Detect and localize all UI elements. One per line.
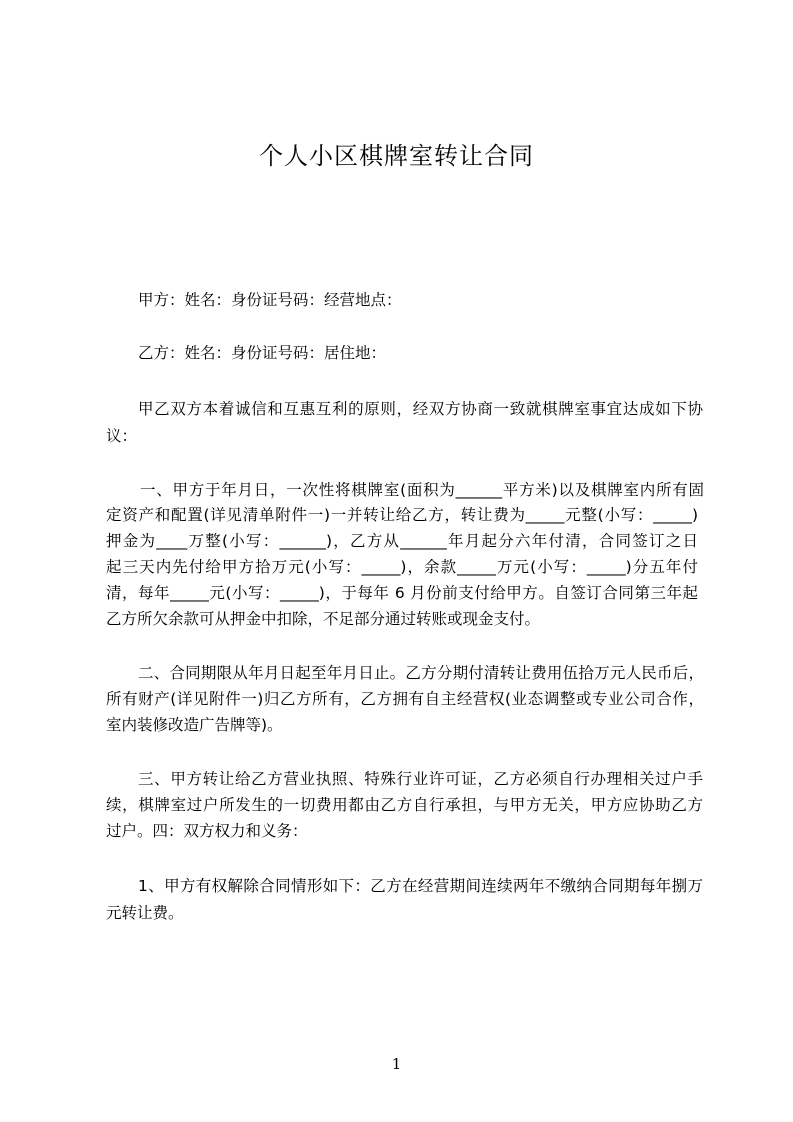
clause-1-line-2: 定资产和配置(详见清单附件一)一并转让给乙方，转让费为_____元整(小写：_____) — [106, 506, 698, 524]
item-1-line-1: 1、甲方有权解除合同情形如下：乙方在经营期间连续两年不缴纳合同期每年捌万 — [138, 877, 703, 895]
preamble-line-2: 议： — [106, 427, 138, 445]
clause-1-line-6: 乙方所欠余款可从押金中扣除，不足部分通过转账或现金支付。 — [106, 610, 541, 628]
page-number: 1 — [391, 1055, 402, 1073]
item-1-line-2: 元转让费。 — [106, 904, 184, 922]
clause-3-line-1: 三、甲方转让给乙方营业执照、特殊行业许可证，乙方必须自行办理相关过户手 — [138, 770, 703, 788]
document-title: 个人小区棋牌室转让合同 — [259, 142, 534, 170]
clause-1-line-5: 清，每年_____元(小写：_____)，于每年 6 月份前支付给甲方。自签订合同第三年起 — [106, 584, 698, 602]
clause-3-line-3: 过户。四：双方权力和义务： — [106, 822, 308, 840]
clause-2-line-2: 所有财产(详见附件一)归乙方所有，乙方拥有自主经营权(业态调整或专业公司合作， — [106, 690, 704, 708]
party-a-line: 甲方：姓名：身份证号码：经营地点： — [138, 291, 402, 309]
clause-3-line-2: 续，棋牌室过户所发生的一切费用都由乙方自行承担，与甲方无关，甲方应协助乙方 — [106, 796, 703, 814]
preamble-line-1: 甲乙双方本着诚信和互惠互利的原则，经双方协商一致就棋牌室事宜达成如下协 — [138, 400, 703, 418]
party-b-line: 乙方：姓名：身份证号码：居住地： — [138, 344, 387, 362]
clause-2-line-1: 二、合同期限从年月日起至年月日止。乙方分期付清转让费用伍拾万元人民币后， — [138, 664, 704, 682]
clause-1-line-4: 起三天内先付给甲方拾万元(小写：_____)，余款_____万元(小写：_____)分五年付 — [106, 558, 698, 576]
clause-2-line-3: 室内装修改造广告牌等)。 — [106, 716, 283, 734]
clause-1-line-3: 押金为____万整(小写：______)，乙方从______年月起分六年付清，合同签订之日 — [106, 532, 698, 550]
clause-1-line-1: 一、甲方于年月日，一次性将棋牌室(面积为______平方米)以及棋牌室内所有固 — [140, 481, 704, 499]
